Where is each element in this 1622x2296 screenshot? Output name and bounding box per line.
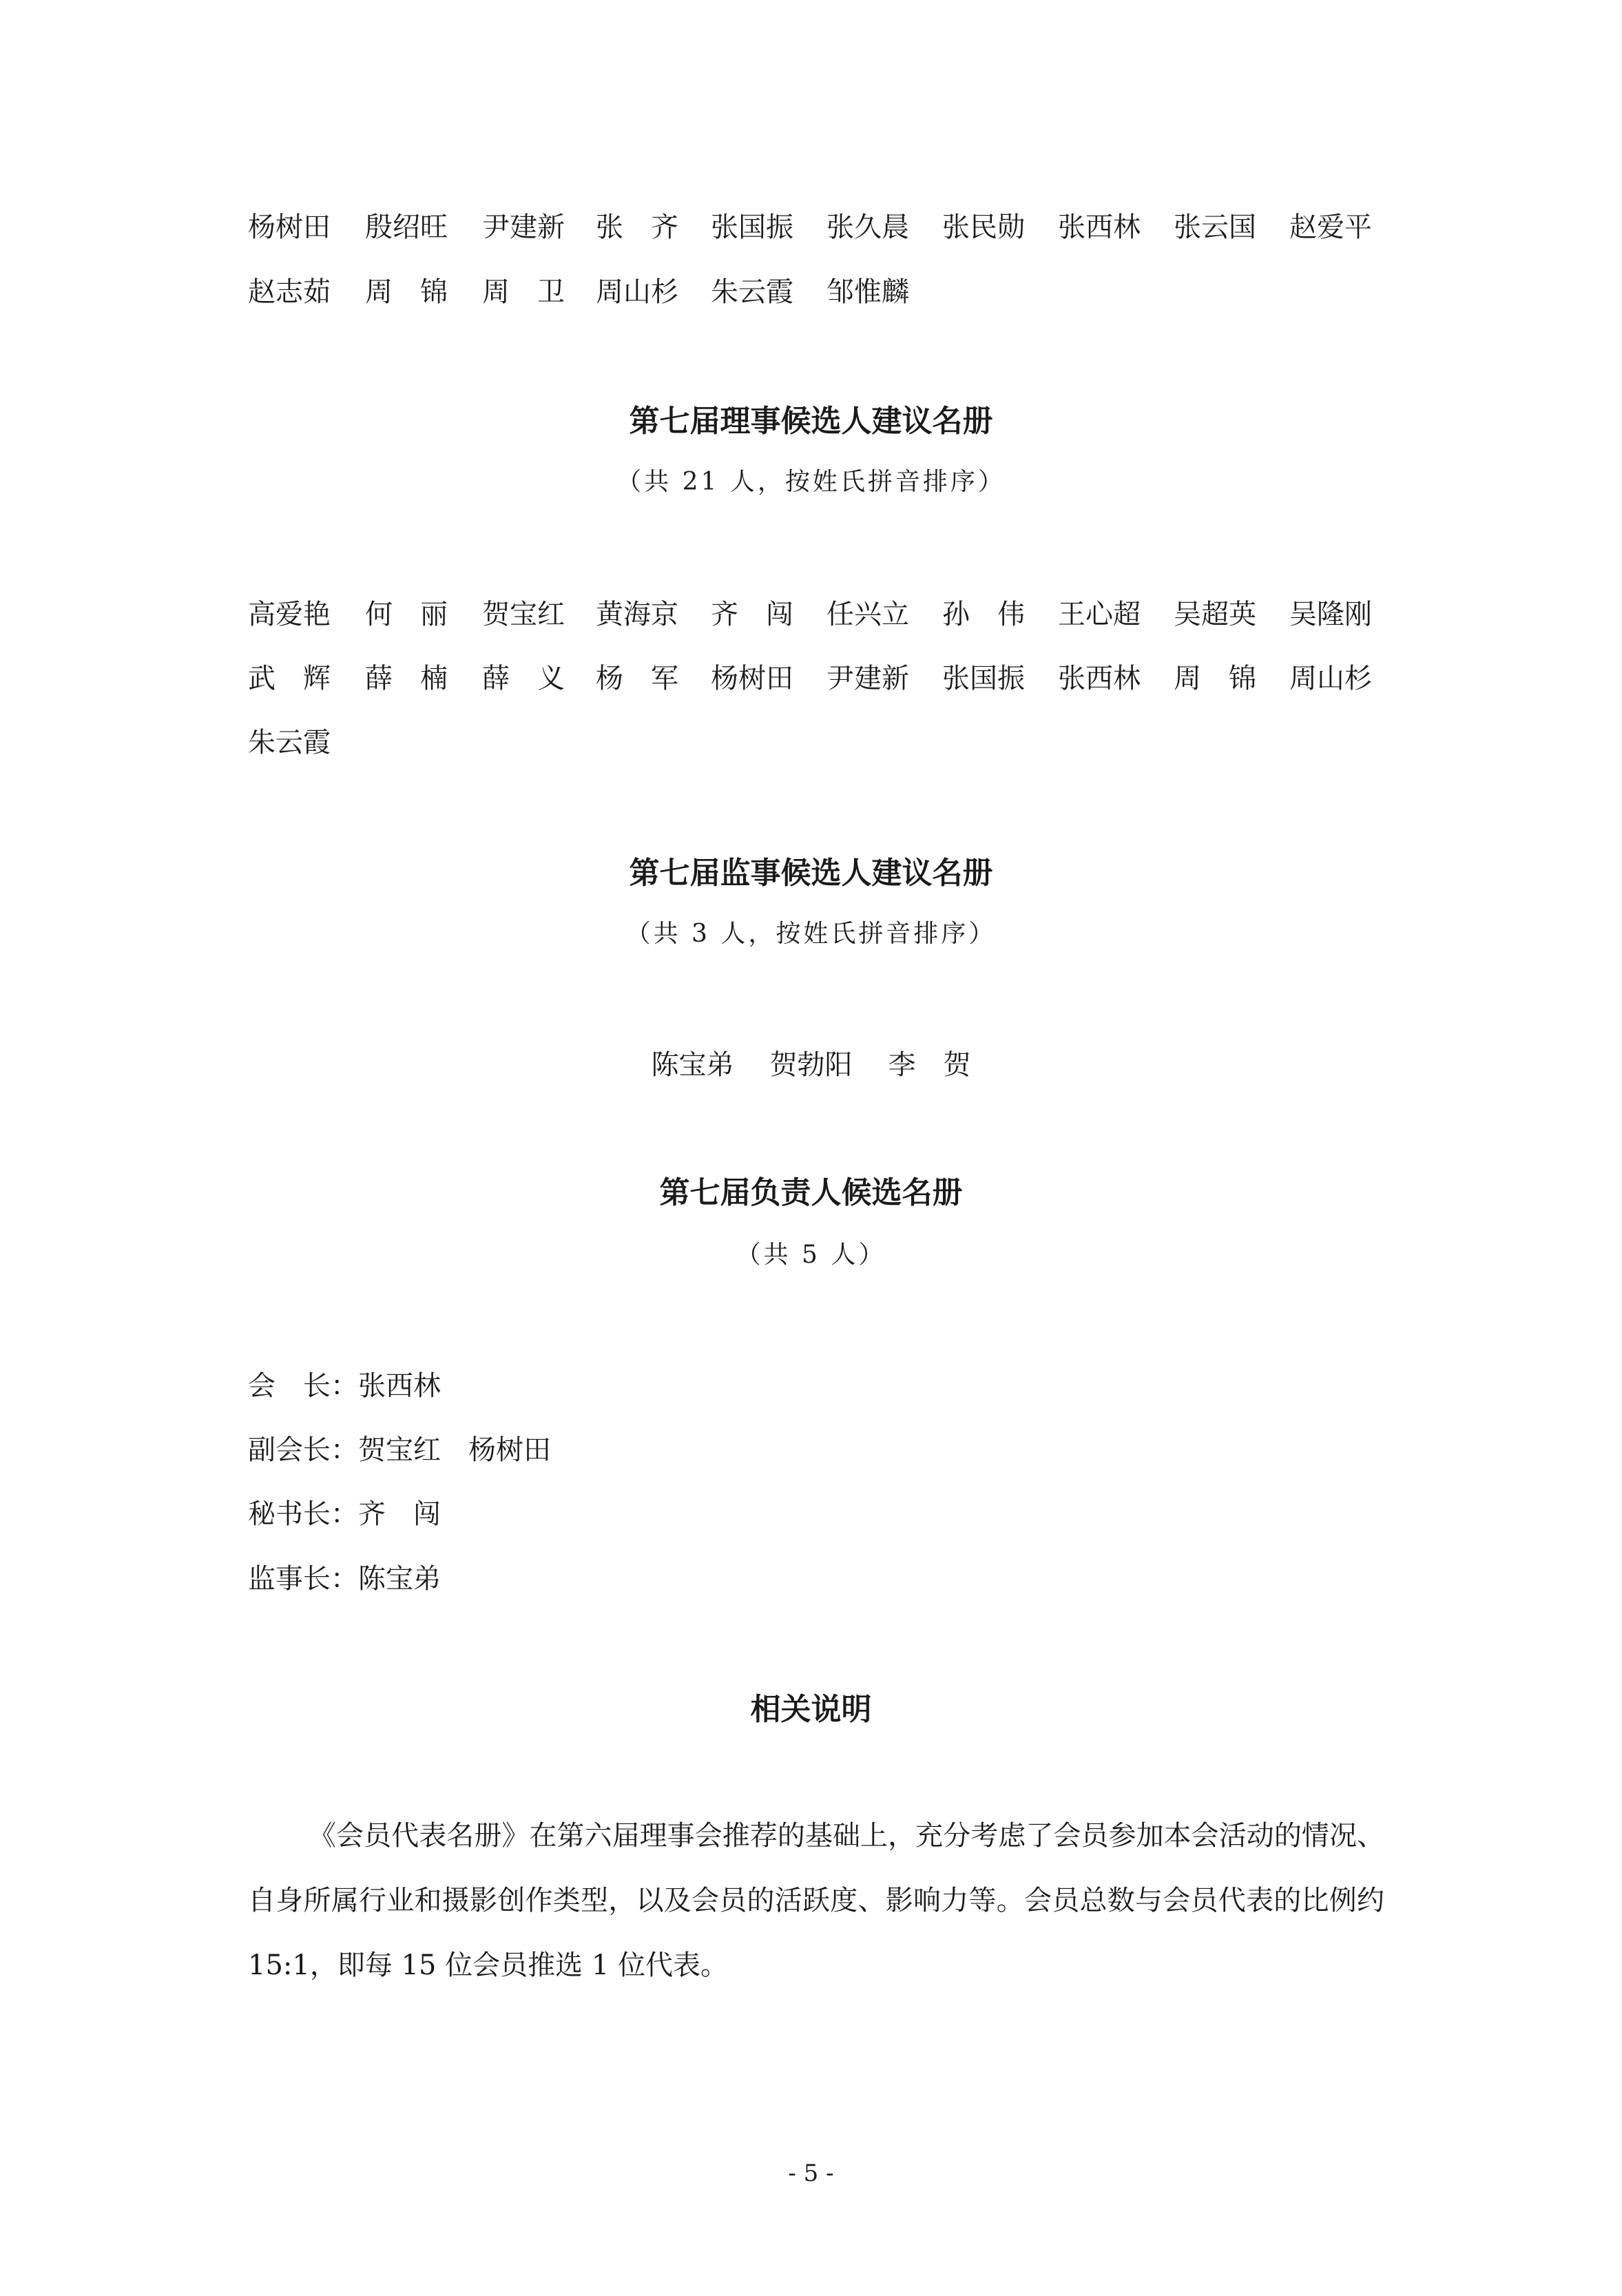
council-name: 朱云霞 (248, 727, 331, 758)
supervisors-subtitle: （共 3 人，按姓氏拼音排序） (625, 920, 997, 948)
council-name: 周山杉 (1289, 663, 1372, 694)
council-name: 孙 伟 (942, 599, 1025, 630)
member-name: 周 锦 (365, 276, 448, 308)
member-name: 周 卫 (482, 276, 565, 308)
supervisors-title: 第七届监事候选人建议名册 (629, 856, 993, 891)
supervisor-name: 贺勃阳 (769, 1049, 853, 1081)
council-name: 贺宝红 (482, 599, 565, 630)
notes-title: 相关说明 (750, 1692, 872, 1727)
supervisor-name: 李 贺 (888, 1049, 971, 1081)
council-name: 吴超英 (1174, 599, 1256, 630)
member-name: 张国振 (711, 211, 793, 243)
council-name: 王心超 (1058, 599, 1141, 630)
member-name: 周山杉 (596, 276, 678, 308)
name-row (248, 594, 1391, 635)
council-name: 黄海京 (596, 599, 678, 630)
council-name: 杨树田 (711, 663, 793, 694)
leader-vice-president: 副会长：贺宝红 杨树田 (248, 1434, 551, 1466)
leader-president: 会 长：张西林 (248, 1370, 441, 1402)
council-name: 薛 楠 (365, 663, 448, 694)
council-title: 第七届理事候选人建议名册 (629, 404, 993, 439)
supervisors-names (0, 1044, 1622, 1086)
leaders-title: 第七届负责人候选名册 (659, 1175, 963, 1210)
council-name: 尹建新 (826, 663, 909, 694)
name-row (248, 722, 1391, 763)
member-name: 朱云霞 (711, 276, 793, 308)
supervisor-name: 陈宝弟 (651, 1049, 734, 1081)
member-name: 尹建新 (482, 211, 565, 243)
council-subtitle: （共 21 人，按姓氏拼音排序） (616, 468, 1006, 496)
council-name: 张国振 (942, 663, 1025, 694)
member-name: 张云国 (1174, 211, 1256, 243)
council-name: 周 锦 (1174, 663, 1256, 694)
member-name: 张西林 (1058, 211, 1141, 243)
council-name: 齐 闯 (711, 599, 793, 630)
member-name: 张民勋 (942, 211, 1025, 243)
member-name: 杨树田 (248, 211, 331, 243)
council-name: 何 丽 (365, 599, 448, 630)
council-name: 任兴立 (826, 599, 909, 630)
name-row (248, 207, 1391, 248)
member-name: 张久晨 (826, 211, 909, 243)
member-name: 殷绍旺 (365, 211, 448, 243)
member-name: 张 齐 (596, 211, 678, 243)
council-name: 武 辉 (248, 663, 331, 694)
council-name: 高爱艳 (248, 599, 331, 630)
leader-secretary-general: 秘书长：齐 闯 (248, 1498, 441, 1530)
notes-paragraph: 《会员代表名册》在第六届理事会推荐的基础上，充分考虑了会员参加本会活动的情况、自身所属行业和摄影创作类型，以及会员的活跃度、影响力等。会员总数与会员代表的比例约 15:1，即每 15 位会员推选 1 位代表。 (248, 1820, 1384, 1981)
name-row (248, 271, 1391, 313)
member-name: 邹惟麟 (826, 276, 909, 308)
leaders-subtitle: （共 5 人） (736, 1241, 886, 1269)
member-name: 赵爱平 (1289, 211, 1372, 243)
leader-chief-supervisor: 监事长：陈宝弟 (248, 1563, 441, 1595)
page-number: - 5 - (788, 2160, 834, 2187)
name-row (248, 658, 1391, 699)
council-name: 薛 义 (482, 663, 565, 694)
council-name: 吴隆刚 (1289, 599, 1372, 630)
council-name: 杨 军 (596, 663, 678, 694)
member-name: 赵志茹 (248, 276, 331, 308)
council-name: 张西林 (1058, 663, 1141, 694)
